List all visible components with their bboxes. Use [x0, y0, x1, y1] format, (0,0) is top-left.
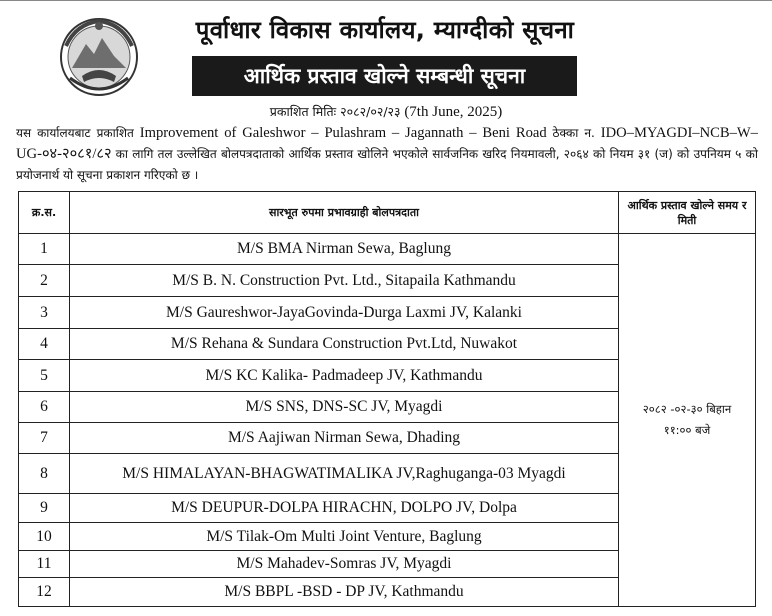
serial-number-cell: 9 — [19, 494, 70, 523]
bidder-name-cell: M/S B. N. Construction Pvt. Ltd., Sitapaila Kathmandu — [70, 265, 619, 297]
intro-paragraph — [16, 123, 758, 186]
serial-number-cell: 11 — [19, 551, 70, 578]
header-bidder-name: सारभूत रुपमा प्रभावग्राही बोलपत्रदाता — [70, 192, 619, 234]
serial-number-cell: 8 — [19, 454, 70, 494]
serial-number-cell: 1 — [19, 234, 70, 265]
header-serial-number: क्र.स. — [19, 192, 70, 234]
intro-text-part1: यस कार्यालयबाट प्रकाशित — [16, 126, 134, 140]
bidder-name-cell: M/S Tilak-Om Multi Joint Venture, Baglung — [70, 523, 619, 551]
opening-datetime-cell — [619, 234, 756, 607]
nepal-government-emblem-icon — [56, 16, 142, 98]
opening-date: २०८२ -०२-३० बिहान — [642, 402, 732, 416]
header-opening-time: आर्थिक प्रस्ताव खोल्ने समय र मिती — [619, 192, 756, 234]
serial-number-cell: 7 — [19, 423, 70, 454]
bidder-name-cell: M/S BBPL -BSD - DP JV, Kathmandu — [70, 578, 619, 607]
road-project-name: Improvement of Galeshwor – Pulashram – Jagannath – Beni Road — [139, 125, 547, 141]
serial-number-cell: 2 — [19, 265, 70, 297]
serial-number-cell: 6 — [19, 392, 70, 423]
bidder-name-cell: M/S Rehana & Sundara Construction Pvt.Ltd, Nuwakot — [70, 329, 619, 360]
intro-text-part2: ठेक्का न. — [552, 126, 595, 140]
office-notice-title: पूर्वाधार विकास कार्यालय, म्याग्दीको सूचना — [195, 16, 575, 44]
serial-number-cell: 3 — [19, 297, 70, 329]
bidder-name-cell: M/S Aajiwan Nirman Sewa, Dhading — [70, 423, 619, 454]
intro-text-part3: का लागि तल उल्लेखित बोलपत्रदाताको आर्थिक प्रस्ताव खोलिने भएकोले सार्वजनिक खरिद नियमावली, २०६४ को नियम ३१ (ज) को उपनियम ५ को प्रयोजनार्थ यो सूचना प्रकाशन गरिएको छ । — [16, 147, 758, 182]
bidder-name-cell: M/S Mahadev-Somras JV, Myagdi — [70, 551, 619, 578]
bidder-name-cell: M/S Gaureshwor-JayaGovinda-Durga Laxmi JV, Kalanki — [70, 297, 619, 329]
serial-number-cell: 4 — [19, 329, 70, 360]
serial-number-cell: 12 — [19, 578, 70, 607]
table-row — [19, 234, 756, 265]
published-date-label: प्रकाशित मितिः २०८२/०२/२३ — [269, 104, 401, 119]
notice-subtitle-banner: आर्थिक प्रस्ताव खोल्ने सम्बन्धी सूचना — [192, 56, 577, 96]
bidder-name-cell: M/S BMA Nirman Sewa, Baglung — [70, 234, 619, 265]
contract-number: IDO–MYAGDI–NCB–W–UG-०४-२०८१/८२ — [16, 125, 758, 162]
serial-number-cell: 5 — [19, 360, 70, 392]
opening-time: ११:०० बजे — [663, 423, 711, 437]
serial-number-cell: 10 — [19, 523, 70, 551]
published-date-english: (7th June, 2025) — [404, 104, 503, 120]
published-date-line — [0, 103, 772, 121]
bidder-name-cell: M/S SNS, DNS-SC JV, Myagdi — [70, 392, 619, 423]
bidder-name-cell: M/S DEUPUR-DOLPA HIRACHN, DOLPO JV, Dolpa — [70, 494, 619, 523]
table-header-row — [19, 192, 756, 234]
bidder-name-cell: M/S HIMALAYAN-BHAGWATIMALIKA JV,Raghuganga-03 Myagdi — [70, 454, 619, 494]
bidders-table — [18, 191, 756, 607]
bidder-name-cell: M/S KC Kalika- Padmadeep JV, Kathmandu — [70, 360, 619, 392]
